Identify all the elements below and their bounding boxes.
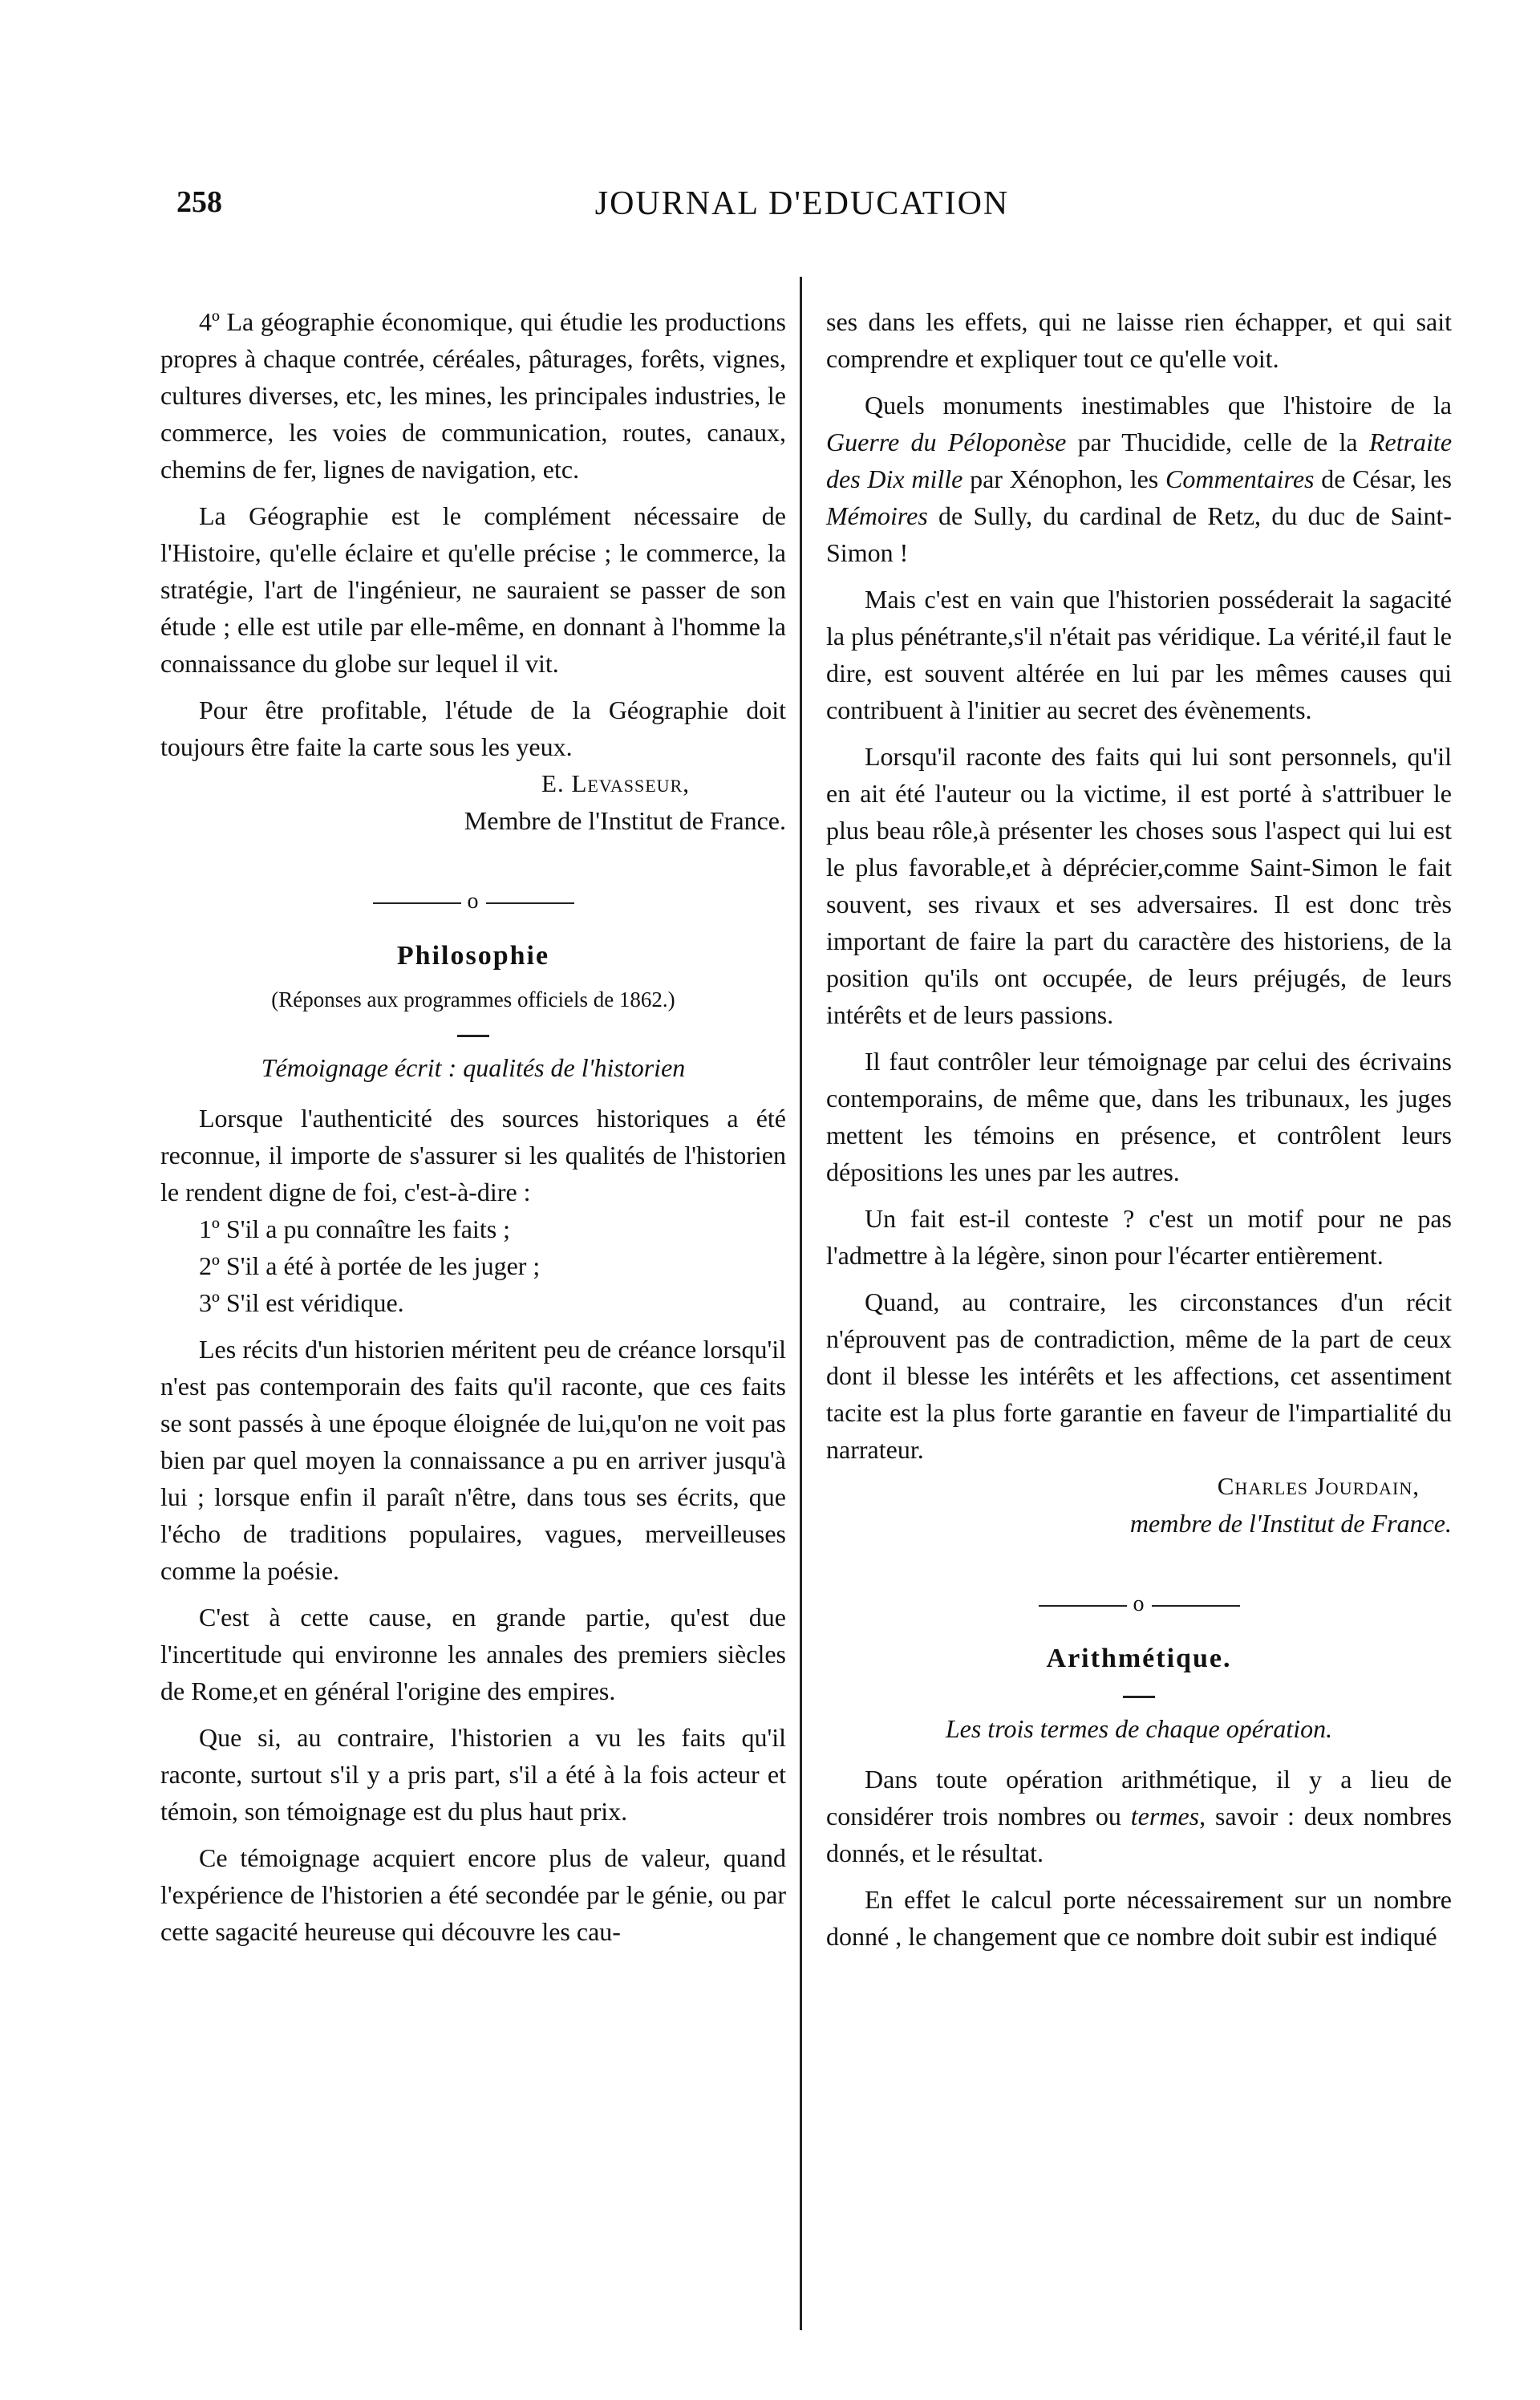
- short-rule: [457, 1035, 489, 1037]
- list-item: 2º S'il a été à portée de les juger ;: [199, 1251, 541, 1280]
- body-paragraph: Quand, au contraire, les circonstances d'un récit n'éprouvent pas de contradiction, même de la part de ceux dont il blesse les intérêts et les affections, cet assentiment tacite est la plus forte garantie en faveur de l'impartialité du narrateur.: [826, 1287, 1452, 1464]
- body-paragraph: C'est à cette cause, en grande partie, qu'est due l'incertitude qui environne les annales des premiers siècles de Rome,et en général l'origine des empires.: [160, 1603, 786, 1705]
- body-paragraph: Mais c'est en vain que l'historien posséderait la sagacité la plus pénétrante,s'il n'était pas véridique. La vérité,il faut le dire, est souvent altérée en lui par les mêmes causes qui contribuent à l'initier au secret des évènements.: [826, 585, 1452, 724]
- section-separator: o: [160, 886, 786, 918]
- body-paragraph: Quels monuments inestimables que l'histoire de la Guerre du Péloponèse par Thucidide, celle de la Retraite des Dix mille par Xénophon, les Commentaires de César, les Mémoires de Sully, du cardinal de Retz, du duc de Saint-Simon !: [826, 391, 1453, 567]
- section-separator: o: [826, 1588, 1452, 1620]
- body-paragraph: Lorsque l'authenticité des sources historiques a été reconnue, il importe de s'assurer si les qualités de l'historien le rendent digne de foi, c'est-à-dire :: [160, 1104, 786, 1206]
- body-paragraph: Il faut contrôler leur témoignage par celui des écrivains contemporains, de même que, dans les tribunaux, les juges mettent les témoins en présence, et contrôlent leurs dépositions les unes par les autres.: [826, 1047, 1452, 1186]
- column-divider: [800, 277, 802, 2330]
- short-rule: [1123, 1696, 1155, 1698]
- geography-paragraph: Pour être profitable, l'étude de la Géographie doit toujours être faite la carte sous les yeux.: [160, 695, 786, 761]
- body-paragraph: En effet le calcul porte nécessairement sur un nombre donné , le changement que ce nombre doit subir est indiqué: [826, 1885, 1452, 1951]
- body-paragraph: Dans toute opération arithmétique, il y a lieu de considérer trois nombres ou termes, savoir : deux nombres donnés, et le résultat.: [826, 1765, 1453, 1867]
- page-header: [160, 178, 1444, 226]
- section-title: Arithmétique.: [1046, 1644, 1232, 1673]
- page-number: 258: [176, 185, 222, 219]
- author-affiliation: Membre de l'Institut de France.: [464, 806, 786, 835]
- body-paragraph: ses dans les effets, qui ne laisse rien échapper, et qui sait comprendre et expliquer tout ce qu'elle voit.: [826, 307, 1452, 373]
- geography-paragraph: La Géographie est le complément nécessaire de l'Histoire, qu'elle éclaire et qu'elle précise ; le commerce, la stratégie, l'art de l'ingénieur, ne sauraient se passer de son étude ; elle est utile par elle-même, en donnant à l'homme la connaissance du globe sur lequel il vit.: [160, 501, 786, 678]
- body-paragraph: Lorsqu'il raconte des faits qui lui sont personnels, qu'il en ait été l'auteur ou la victime, il est porté à s'attribuer le plus beau rôle,à présenter les choses sous l'aspect qui lui est le plus favorable,et à déprécier,comme Saint-Simon le fait souvent, ses rivaux et ses adversaires. Il est donc très important de faire la part du caractère des historiens, de la position qu'ils ont occupée, de leurs préjugés, de leurs intérêts et de leurs passions.: [826, 742, 1452, 1029]
- subheading: Les trois termes de chaque opération.: [945, 1714, 1333, 1743]
- body-paragraph: Un fait est-il conteste ? c'est un motif pour ne pas l'admettre à la légère, sinon pour l'écarter entièrement.: [826, 1204, 1452, 1270]
- list-item: 1º S'il a pu connaître les faits ;: [199, 1214, 511, 1243]
- geography-paragraph: 4º La géographie économique, qui étudie les productions propres à chaque contrée, céréales, pâturages, forêts, vignes, cultures diverses, etc, les mines, les principales industries, le commerce, les voies de communication, routes, canaux, chemins de fer, lignes de navigation, etc.: [160, 307, 786, 484]
- author-signature: Charles Jourdain,: [1217, 1472, 1420, 1500]
- journal-title: JOURNAL D'EDUCATION: [594, 185, 1010, 222]
- body-paragraph: Les récits d'un historien méritent peu de créance lorsqu'il n'est pas contemporain des faits qu'il raconte, que ces faits se sont passés à une époque éloignée de lui,qu'on ne voit pas bien par quel moyen la connaissance a pu en arriver jusqu'à lui ; lorsque enfin il paraît n'être, dans tous ses écrits, que l'écho de traditions populaires, vagues, merveilleuses comme la poésie.: [160, 1335, 786, 1585]
- subheading: Témoignage écrit : qualités de l'historien: [261, 1053, 686, 1082]
- section-subtitle: (Réponses aux programmes officiels de 1862.): [271, 987, 675, 1011]
- body-paragraph: Que si, au contraire, l'historien a vu les faits qu'il raconte, surtout s'il y a pris part, s'il a été à la fois acteur et témoin, son témoignage est du plus haut prix.: [160, 1723, 786, 1826]
- body-paragraph: Ce témoignage acquiert encore plus de valeur, quand l'expérience de l'historien a été secondée par le génie, ou par cette sagacité heureuse qui découvre les cau-: [160, 1843, 786, 1946]
- left-column: [160, 303, 786, 1950]
- right-column: [826, 303, 1452, 1955]
- section-title: Philosophie: [396, 941, 550, 971]
- list-item: 3º S'il est véridique.: [199, 1288, 404, 1317]
- author-affiliation: membre de l'Institut de France.: [1129, 1509, 1452, 1538]
- author-signature: E. Levasseur,: [541, 769, 690, 797]
